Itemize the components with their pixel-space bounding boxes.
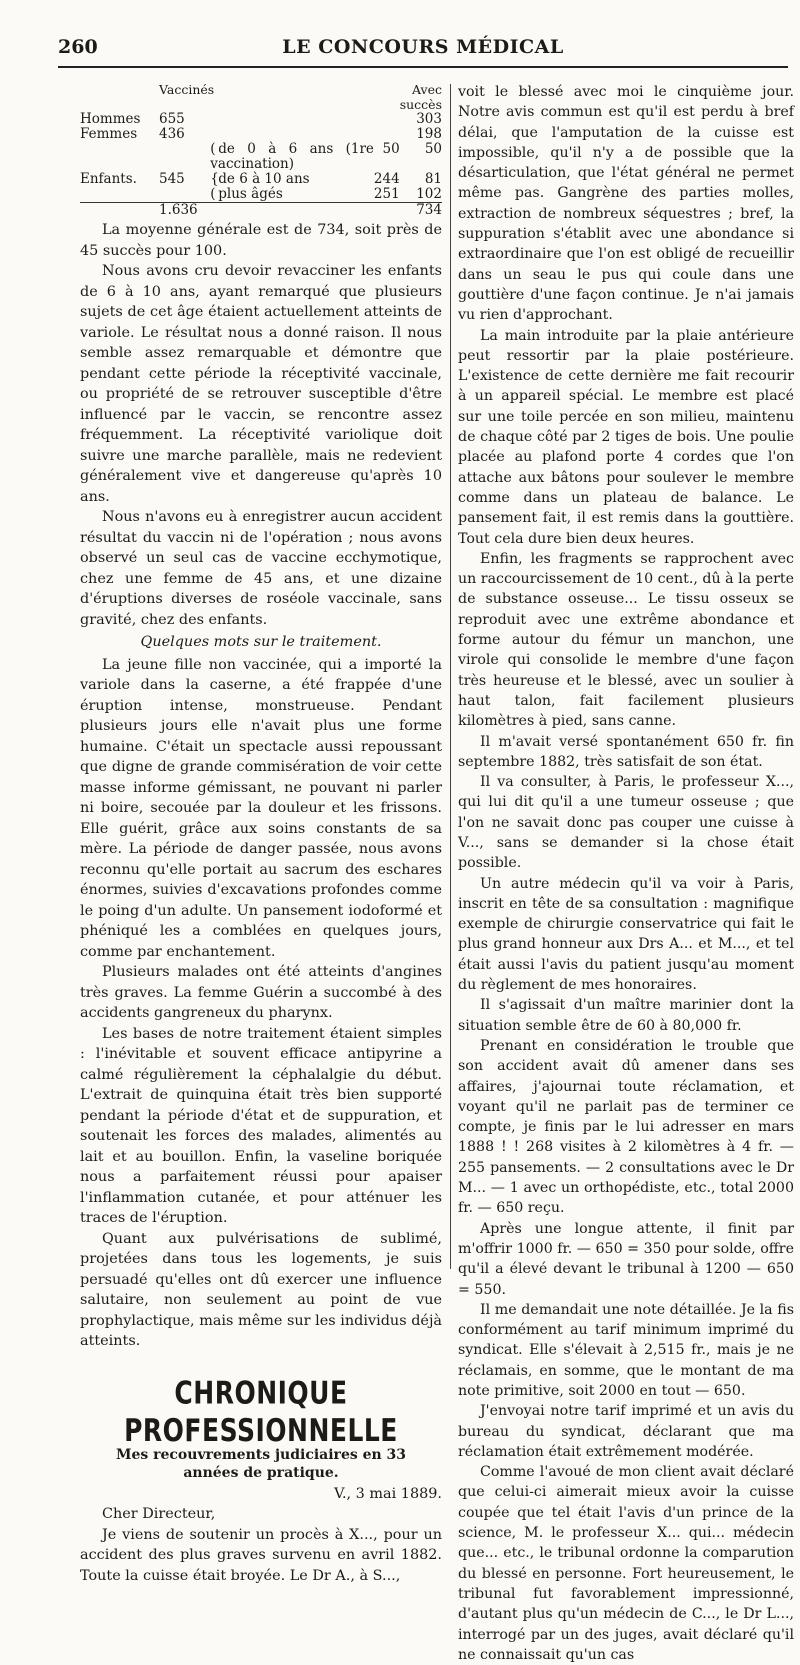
vaccines-header: Vaccinés: [158, 82, 215, 97]
left-column: [80, 82, 442, 1586]
paragraph: J'envoyai notre tarif imprimé et un avis du bureau du syndicat, déclarant que ma réclamation était extrêmement modérée.: [458, 1403, 794, 1460]
paragraph: Après une longue attente, il finit par m'offrir 1000 fr. — 650 = 350 pour solde, offre qu'il a élevé devant le tribunal à 1200 — 650 = 550.: [458, 1220, 794, 1298]
paragraph: Il va consulter, à Paris, le professeur X..., qui lui dit qu'il a une tumeur osseuse ; que l'on ne savait donc pas couper une cuisse à V..., sans se demander si la chose était possible.: [458, 774, 794, 872]
paragraph: Je viens de soutenir un procès à X..., pour un accident des plus graves survenu en avril 1882. Toute la cuisse était broyée. Le Dr A., à S...,: [80, 1526, 442, 1584]
paragraph: Il me demandait une note détaillée. Je la fis conformément au tarif minimum imprimé du syndicat. Elle s'élevait à 2,515 fr., mais je ne réclamais, en somme, que le montant de ma note primitive, soit 2000 en tout — 650.: [458, 1301, 794, 1399]
subheading: Quelques mots sur le traitement.: [140, 634, 382, 650]
paragraph: Il s'agissait d'un maître marinier dont la situation semble être de 60 à 80,000 fr.: [458, 997, 794, 1034]
journal-title: LE CONCOURS MÉDICAL: [282, 36, 564, 58]
paragraph: Les bases de notre traitement étaient simples : l'inévitable et souvent efficace antipyrine a calmé régulièrement la céphalalgie du début. L'extrait de quinquina était très bien supporté pendant la période d'état et de suppuration, et soutenait les forces des malades, alimentés au lait et au bouillon. Enfin, la vaseline boriquée nous a parfaitement réussi pour apaiser l'inflammation cutanée, et pour atténuer les traces de l'éruption.: [80, 1025, 442, 1226]
page-number: 260: [58, 36, 98, 58]
page-header: [58, 36, 788, 68]
column-divider: [450, 84, 451, 1269]
table-row: Femmes 436 198: [80, 126, 442, 142]
paragraph: Un autre médecin qu'il va voir à Paris, inscrit en tête de sa consultation : magnifique exemple de chirurgie conservatrice qui fait le plus grand honneur aux Drs A... et M..., et tel était aussi l'avis du patient jusqu'au moment du règlement de mes honoraires.: [458, 875, 794, 994]
paragraph: Quant aux pulvérisations de sublimé, projetées dans tous les logements, je suis persuadé qu'elles ont dû exercer une influence salutaire, non seulement au point de vue prophylactique, mais même sur les individus déjà atteints.: [80, 1230, 442, 1349]
paragraph: Comme l'avoué de mon client avait déclaré que celui-ci aimerait mieux avoir la cuisse coupée que tel était l'avis d'un prince de la science, M. le professeur X... qui... médecin que... etc., le tribunal ordonne la comparution du blessé en personne. Fort heureusement, le tribunal fut favorablement impressionné, d'autant plus qu'un médecin de C..., le Dr L..., interrogé par un des juges, avait déclaré qu'il ne connaissait qu'un cas: [458, 1464, 794, 1663]
avec-succes-header: Avec succès: [399, 82, 442, 112]
table-row: Hommes 655 303: [80, 111, 442, 127]
right-column: [458, 82, 794, 1665]
paragraph: Il m'avait versé spontanément 650 fr. fin septembre 1882, très satisfait de son état.: [458, 733, 794, 770]
section-title: CHRONIQUE PROFESSIONNELLE: [124, 1374, 398, 1448]
table-row: Enfants. 545 {de 6 à 10 ans 244 81: [80, 171, 442, 187]
paragraph: Prenant en considération le trouble que son accident avait dû amener dans ses affaires, j'ajournai toute réclamation, et voyant qu'il ne parlait pas de terminer ce compte, je finis par le lui adresser en mars 1888 ! ! 268 visites à 2 kilomètres à 4 fr. — 255 pansements. — 2 consultations avec le Dr M... — 1 avec un orthopédiste, etc., total 2000 fr. — 650 reçu.: [458, 1037, 794, 1217]
paragraph: La main introduite par la plaie antérieure peut ressortir par la plaie postérieure. L'existence de cette dernière me fait recourir à un appareil spécial. Le membre est placé sur une toile percée en son milieu, maintenu de chaque côté par 2 tiges de bois. Une poulie placée au plafond porte 4 cordes que l'on attache aux bâtons pour soulever le membre comme dans un plateau de balance. Le pansement fait, il est remis dans la gouttière. Tout cela dure bien deux heures.: [458, 327, 794, 547]
article-title: Mes recouvrements judiciaires en 33 années de pratique.: [115, 1446, 407, 1481]
table-total-row: 1.636 734: [80, 203, 442, 219]
paragraph: Plusieurs malades ont été atteints d'angines très graves. La femme Guérin a succombé à des accidents gangreneux du pharynx.: [80, 964, 442, 1021]
table-row: ( de 0 à 6 ans (1re vaccination) 50 50: [210, 141, 442, 172]
vaccination-table: [80, 82, 442, 218]
paragraph: Enfin, les fragments se rapprochent avec un raccourcissement de 10 cent., dû à la perte de substance osseuse... Le tissu osseux se reproduit avec une extrême abondance et forme autour du fémur un manchon, une virole qui consolide le membre d'une façon très heureuse et le blessé, avec un soulier à haut talon, fait facilement plusieurs kilomètres à pied, sans canne.: [458, 550, 794, 730]
paragraph: Nous avons cru devoir revacciner les enfants de 6 à 10 ans, ayant remarqué que plusieurs sujets de cet âge étaient actuellement atteints de variole. Le résultat nous a donné raison. Il nous semble assez remarquable et démontre que pendant cette période la réceptivité vaccinale, ou propriété de se retrouver susceptible d'être influencé par le vaccin, se rencontre assez fréquemment. La réceptivité variolique doit suivre une marche parallèle, mais ne redevient généralement vive et dangereuse qu'après 10 ans.: [80, 263, 442, 505]
table-row: ( plus âgés 251 102: [210, 186, 442, 202]
salutation: Cher Directeur,: [102, 1506, 216, 1522]
paragraph: La jeune fille non vaccinée, qui a importé la variole dans la caserne, a été frappée d'une éruption intense, monstrueuse. Pendant plusieurs jours elle n'avait plus une forme humaine. C'était un spectacle aussi repoussant que digne de grande commisération de voir cette masse informe gémissant, ne pouvant ni parler ni boire, secouée par la douleur et les frissons. Elle guérit, grâce aux soins constants de sa mère. La période de danger passée, nous avons reconnu qu'elle portait au sacrum des eschares énormes, suivies d'excavations profondes comme le poing d'un adulte. Un pansement iodoformé et phéniqué les a comblées en quelques jours, comme par enchantement.: [80, 656, 442, 960]
paragraph: Nous n'avons eu à enregistrer aucun accident résultat du vaccin ni de l'opération ; nous avons observé un seul cas de vaccine ecchymotique, chez une femme de 45 ans, et une dizaine d'éruptions diverses de roséole vaccinale, sans gravité, chez des enfants.: [80, 509, 442, 628]
dateline: V., 3 mai 1889.: [334, 1485, 442, 1502]
paragraph: La moyenne générale est de 734, soit près de 45 succès pour 100.: [80, 222, 442, 259]
paragraph: voit le blessé avec moi le cinquième jour. Notre avis commun est qu'il est perdu à bref délai, que l'amputation de la cuisse est impossible, qu'il n'y a de possible que la désarticulation, que l'état général ne permet même pas. Gangrène des parties molles, extraction de nombreux séquestres ; bref, la suppuration s'établit avec une abondance si extraordinaire que l'on est obligé de recueillir dans un seau le pus qui coule dans une gouttière d'une façon continue. Je n'ai jamais vu rien d'approchant.: [458, 84, 794, 324]
